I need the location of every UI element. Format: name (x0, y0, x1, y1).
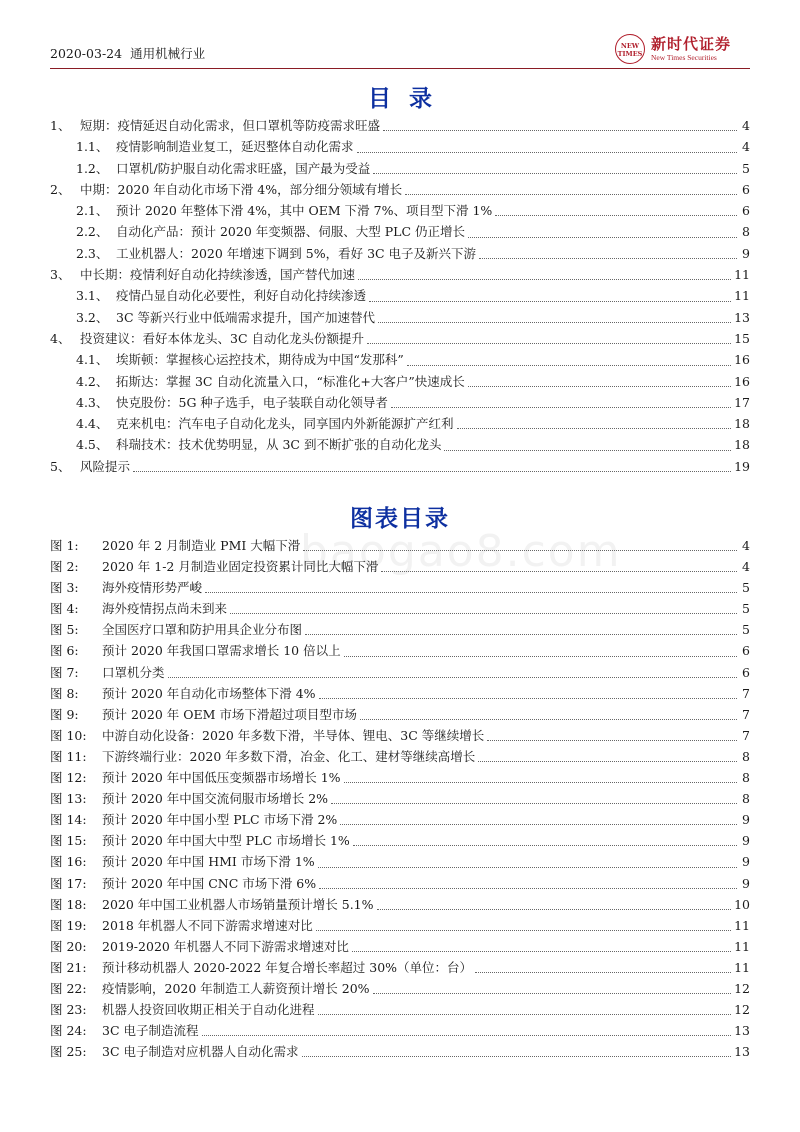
figure-entry-leader (318, 866, 737, 868)
header-info (50, 44, 205, 62)
figure-entry-title: 预计移动机器人 2020-2022 年复合增长率超过 30%（单位：台） (102, 959, 473, 975)
figure-entry[interactable] (50, 768, 750, 789)
figure-entry-number: 图 7: (50, 664, 79, 680)
toc-entry-number: 4、 (50, 330, 71, 346)
toc-entry-title: 疫情影响制造业复工，延迟整体自动化需求 (116, 139, 354, 155)
toc-entry-number: 2.1、 (76, 203, 109, 219)
toc-entry-number: 2、 (50, 181, 71, 197)
toc-entry-number: 2.2、 (76, 224, 109, 240)
figure-entry-title: 疫情影响，2020 年制造工人薪资预计增长 20% (102, 980, 370, 996)
figure-entry-number: 图 8: (50, 685, 79, 701)
logo-english-name: New Times Securities (651, 53, 717, 62)
figure-entry-leader (305, 633, 737, 635)
toc-entry-leader (133, 470, 731, 472)
toc-entry-leader (373, 172, 737, 174)
toc-entry[interactable] (50, 244, 750, 265)
toc-entry-leader (358, 278, 731, 280)
figure-entry-number: 图 5: (50, 622, 79, 638)
figure-entry-leader (316, 929, 731, 931)
figure-entry-page: 6 (742, 664, 750, 680)
figure-entry[interactable] (50, 578, 750, 599)
figure-entry-leader (344, 655, 737, 657)
toc-entry-page: 16 (734, 352, 750, 368)
toc-entry-page: 4 (742, 139, 750, 155)
figure-entry-leader (360, 718, 737, 720)
toc-entry-page: 19 (734, 458, 750, 474)
toc-entry-leader (468, 385, 731, 387)
toc-entry-page: 6 (742, 203, 750, 219)
figure-entry-page: 5 (742, 580, 750, 596)
toc-entry-page: 8 (742, 224, 750, 240)
figure-entry-number: 图 14: (50, 812, 87, 828)
figure-entry-title: 3C 电子制造流程 (102, 1023, 199, 1039)
toc-entry-title: 风险提示 (80, 458, 131, 474)
figure-entry-number: 图 18: (50, 896, 87, 912)
toc-entry-number: 3.2、 (76, 309, 109, 325)
figure-entry-title: 海外疫情拐点尚未到来 (102, 601, 228, 617)
logo-mark-icon: NEW TIMES (615, 34, 645, 64)
figure-entry-title: 预计 2020 年中国 HMI 市场下滑 1% (102, 854, 315, 870)
figure-entry-leader (202, 1034, 732, 1036)
toc-entry-page: 18 (734, 437, 750, 453)
toc-entry-leader (444, 449, 731, 451)
toc-entry-title: 短期：疫情延迟自动化需求，但口罩机等防疫需求旺盛 (80, 118, 381, 133)
figure-entry-leader (381, 570, 737, 572)
figure-entry-page: 8 (742, 770, 750, 786)
toc-entry-page: 11 (734, 267, 750, 283)
toc-entry-leader (391, 406, 731, 408)
figure-entry[interactable] (50, 831, 750, 852)
figure-entry-title: 机器人投资回收期正相关于自动化进程 (102, 1002, 315, 1018)
figure-entry-number: 图 9: (50, 706, 79, 722)
toc-entry-page: 4 (742, 118, 750, 133)
toc-entry-page: 15 (734, 330, 750, 346)
figure-entry[interactable] (50, 684, 750, 705)
toc-entry-title: 自动化产品：预计 2020 年变频器、伺服、大型 PLC 仍正增长 (116, 224, 465, 240)
figure-entry-page: 7 (742, 727, 750, 743)
toc-entry-page: 18 (734, 416, 750, 432)
toc-entry-leader (457, 427, 732, 429)
figure-entry-number: 图 22: (50, 980, 87, 996)
toc-entry-title: 疫情凸显自动化必要性，利好自动化持续渗透 (116, 288, 367, 304)
figure-entry-page: 12 (734, 980, 750, 996)
toc-entry[interactable] (50, 116, 750, 137)
toc-entry[interactable] (50, 265, 750, 286)
figure-entry-title: 口罩机分类 (102, 664, 165, 680)
figure-entry-title: 海外疫情形势严峻 (102, 580, 203, 596)
toc-entry-leader (405, 193, 737, 195)
figure-entry[interactable] (50, 810, 750, 831)
toc-entry-leader (378, 321, 731, 323)
toc-entry-page: 17 (734, 394, 750, 410)
figure-entry-leader (377, 908, 732, 910)
toc-entry-title: 埃斯顿：掌握核心运控技术，期待成为中国“发那科” (116, 352, 404, 368)
figure-entry[interactable] (50, 599, 750, 620)
toc-entry[interactable] (50, 393, 750, 414)
figure-entry[interactable] (50, 1021, 750, 1042)
figure-entry-page: 11 (734, 959, 750, 975)
toc-entry[interactable] (50, 201, 750, 222)
toc-entry-leader (383, 129, 737, 131)
toc-entry-number: 3.1、 (76, 288, 109, 304)
toc-entry-number: 2.3、 (76, 245, 109, 261)
figure-entry-page: 4 (742, 559, 750, 575)
figure-entry-number: 图 10: (50, 727, 87, 743)
figure-entry[interactable] (50, 747, 750, 768)
toc-entry-leader (468, 236, 737, 238)
figure-entry-leader (344, 781, 737, 783)
industry-name: 通用机械行业 (130, 46, 206, 61)
toc-entry-number: 4.1、 (76, 352, 109, 368)
toc-entry-page: 5 (742, 160, 750, 176)
figure-entry[interactable] (50, 536, 750, 557)
toc-entry-title: 投资建议：看好本体龙头、3C 自动化龙头份额提升 (80, 330, 364, 346)
figure-entry-page: 7 (742, 685, 750, 701)
figure-entry-leader (302, 1055, 732, 1057)
figure-entry[interactable] (50, 1042, 750, 1063)
figure-entry-title: 预计 2020 年中国交流伺服市场增长 2% (102, 791, 329, 807)
figure-entry[interactable] (50, 705, 750, 726)
toc-entry[interactable] (50, 180, 750, 201)
toc-entry-number: 3、 (50, 267, 71, 283)
toc-entry-leader (495, 214, 737, 216)
toc-entry[interactable] (50, 159, 750, 180)
figure-entry-page: 13 (734, 1044, 750, 1060)
figure-entry-title: 预计 2020 年中国低压变频器市场增长 1% (102, 770, 341, 786)
toc-entry[interactable] (50, 457, 750, 478)
figure-entry-title: 预计 2020 年中国 CNC 市场下滑 6% (102, 875, 317, 891)
toc-entry[interactable] (50, 137, 750, 158)
figure-entry-number: 图 20: (50, 938, 87, 954)
figure-entry[interactable] (50, 958, 750, 979)
figure-entry-title: 2020 年 1-2 月制造业固定投资累计同比大幅下滑 (102, 559, 379, 575)
figure-entry-title: 2019-2020 年机器人不同下游需求增速对比 (102, 938, 349, 954)
figure-entry[interactable] (50, 557, 750, 578)
figure-entry[interactable] (50, 979, 750, 1000)
toc-entry-title: 中期：2020 年自动化市场下滑 4%，部分细分领域有增长 (80, 181, 403, 197)
figure-entry-number: 图 13: (50, 791, 87, 807)
figure-entry-number: 图 25: (50, 1044, 87, 1060)
figure-entry-leader (487, 739, 737, 741)
figure-entry-title: 预计 2020 年自动化市场整体下滑 4% (102, 685, 316, 701)
toc-entry-title: 拓斯达：掌握 3C 自动化流量入口，“标准化+大客户”快速成长 (116, 373, 465, 389)
figure-entry-leader (331, 802, 737, 804)
page-header (50, 32, 750, 69)
figure-entry-number: 图 19: (50, 917, 87, 933)
figure-entry-page: 9 (742, 812, 750, 828)
figure-entry-number: 图 15: (50, 833, 87, 849)
figure-entry[interactable] (50, 641, 750, 662)
figure-entry-leader (319, 697, 737, 699)
figure-entry-number: 图 6: (50, 643, 79, 659)
figure-entry-number: 图 24: (50, 1023, 87, 1039)
toc-entry-title: 预计 2020 年整体下滑 4%，其中 OEM 下滑 7%、项目型下滑 1% (116, 203, 493, 219)
toc-entry[interactable] (50, 329, 750, 350)
figure-entry[interactable] (50, 852, 750, 873)
figure-entry-number: 图 23: (50, 1002, 87, 1018)
figure-entry-page: 5 (742, 601, 750, 617)
figure-entry[interactable] (50, 620, 750, 641)
figure-entry-leader (318, 1013, 732, 1015)
toc-entry-page: 9 (742, 245, 750, 261)
figure-entry-title: 预计 2020 年中国大中型 PLC 市场增长 1% (102, 833, 350, 849)
figure-entry-leader (475, 971, 731, 973)
figure-entry-number: 图 17: (50, 875, 87, 891)
figure-entry-page: 8 (742, 791, 750, 807)
toc-entry[interactable] (50, 222, 750, 243)
figure-entry-number: 图 12: (50, 770, 87, 786)
company-logo (615, 32, 750, 66)
figure-entry-leader (205, 591, 737, 593)
figure-entry-number: 图 3: (50, 580, 79, 596)
figure-entry-page: 9 (742, 875, 750, 891)
toc-list (50, 116, 750, 478)
figure-entry-title: 中游自动化设备：2020 年多数下滑，半导体、锂电、3C 等继续增长 (102, 727, 485, 743)
figure-entry-page: 9 (742, 833, 750, 849)
toc-entry-title: 工业机器人：2020 年增速下调到 5%，看好 3C 电子及新兴下游 (116, 245, 477, 261)
figure-entry-page: 5 (742, 622, 750, 638)
toc-entry[interactable] (50, 308, 750, 329)
toc-title: 目录 (368, 86, 450, 112)
figure-entry-leader (478, 760, 737, 762)
figure-entry-page: 7 (742, 706, 750, 722)
figure-entry[interactable] (50, 874, 750, 895)
toc-entry[interactable] (50, 350, 750, 371)
figure-entry-page: 8 (742, 748, 750, 764)
toc-entry-number: 4.3、 (76, 394, 109, 410)
toc-entry-leader (369, 300, 731, 302)
toc-entry-number: 4.5、 (76, 437, 109, 453)
figure-entry-leader (353, 844, 737, 846)
figure-entry-title: 预计 2020 年我国口罩需求增长 10 倍以上 (102, 643, 341, 659)
figure-entry-page: 12 (734, 1002, 750, 1018)
figure-entry[interactable] (50, 916, 750, 937)
figure-entry-number: 图 11: (50, 748, 87, 764)
figure-entry-title: 2020 年中国工业机器人市场销量预计增长 5.1% (102, 896, 374, 912)
figure-entry-page: 4 (742, 538, 750, 553)
figure-entry-number: 图 4: (50, 601, 79, 617)
toc-entry-number: 4.2、 (76, 373, 109, 389)
toc-entry-page: 13 (734, 309, 750, 325)
toc-entry-leader (367, 342, 731, 344)
toc-entry-leader (479, 257, 737, 259)
toc-entry[interactable] (50, 372, 750, 393)
figures-title: 图表目录 (350, 506, 450, 532)
figure-entry-leader (230, 612, 737, 614)
figure-entry[interactable] (50, 726, 750, 747)
figure-entry-number: 图 1: (50, 538, 79, 553)
toc-entry[interactable] (50, 435, 750, 456)
toc-entry-title: 快克股份：5G 种子选手，电子装联自动化领导者 (116, 394, 388, 410)
toc-entry[interactable] (50, 286, 750, 307)
figure-entry-title: 下游终端行业：2020 年多数下滑，冶金、化工、建材等继续高增长 (102, 748, 476, 764)
figure-entry-page: 11 (734, 917, 750, 933)
figure-entry-number: 图 16: (50, 854, 87, 870)
figure-entry-title: 3C 电子制造对应机器人自动化需求 (102, 1044, 299, 1060)
figure-entry-leader (340, 823, 737, 825)
figure-entry-leader (303, 549, 737, 551)
toc-entry-number: 5、 (50, 458, 71, 474)
figure-entry-page: 11 (734, 938, 750, 954)
figure-entry-title: 全国医疗口罩和防护用具企业分布图 (102, 622, 303, 638)
figure-entry-leader (319, 887, 737, 889)
report-date: 2020-03-24 (50, 46, 123, 61)
toc-entry-number: 1、 (50, 118, 71, 133)
watermark: baogao8.com (300, 526, 622, 577)
figure-entry[interactable] (50, 937, 750, 958)
toc-entry-page: 6 (742, 181, 750, 197)
toc-entry-number: 1.2、 (76, 160, 109, 176)
toc-entry-title: 克来机电：汽车电子自动化龙头，同享国内外新能源扩产红利 (116, 416, 454, 432)
figure-entry-number: 图 2: (50, 559, 79, 575)
toc-entry-title: 口罩机/防护服自动化需求旺盛，国产最为受益 (116, 160, 371, 176)
figure-entry[interactable] (50, 789, 750, 810)
figure-entry[interactable] (50, 663, 750, 684)
figure-entry-page: 10 (734, 896, 750, 912)
figures-list (50, 536, 750, 1063)
toc-entry-page: 16 (734, 373, 750, 389)
figure-entry-number: 图 21: (50, 959, 87, 975)
figure-entry-page: 13 (734, 1023, 750, 1039)
toc-entry-page: 11 (734, 288, 750, 304)
figure-entry-title: 2018 年机器人不同下游需求增速对比 (102, 917, 313, 933)
figure-entry-title: 2020 年 2 月制造业 PMI 大幅下滑 (102, 538, 301, 553)
toc-entry-title: 科瑞技术：技术优势明显，从 3C 到不断扩张的自动化龙头 (116, 437, 442, 453)
toc-entry-number: 4.4、 (76, 416, 109, 432)
figure-entry-leader (352, 950, 731, 952)
figure-entry-page: 6 (742, 643, 750, 659)
toc-entry-number: 1.1、 (76, 139, 109, 155)
figure-entry[interactable] (50, 895, 750, 916)
toc-entry-title: 3C 等新兴行业中低端需求提升，国产加速替代 (116, 309, 375, 325)
figure-entry-leader (373, 992, 732, 994)
figure-entry-title: 预计 2020 年中国小型 PLC 市场下滑 2% (102, 812, 338, 828)
figure-entry[interactable] (50, 1000, 750, 1021)
toc-entry-title: 中长期：疫情利好自动化持续渗透，国产替代加速 (80, 267, 356, 283)
toc-entry-leader (407, 364, 731, 366)
figure-entry-leader (168, 676, 737, 678)
toc-entry-leader (357, 151, 737, 153)
logo-chinese-name: 新时代证券 (651, 35, 732, 53)
figure-entry-page: 9 (742, 854, 750, 870)
toc-entry[interactable] (50, 414, 750, 435)
figure-entry-title: 预计 2020 年 OEM 市场下滑超过项目型市场 (102, 706, 357, 722)
